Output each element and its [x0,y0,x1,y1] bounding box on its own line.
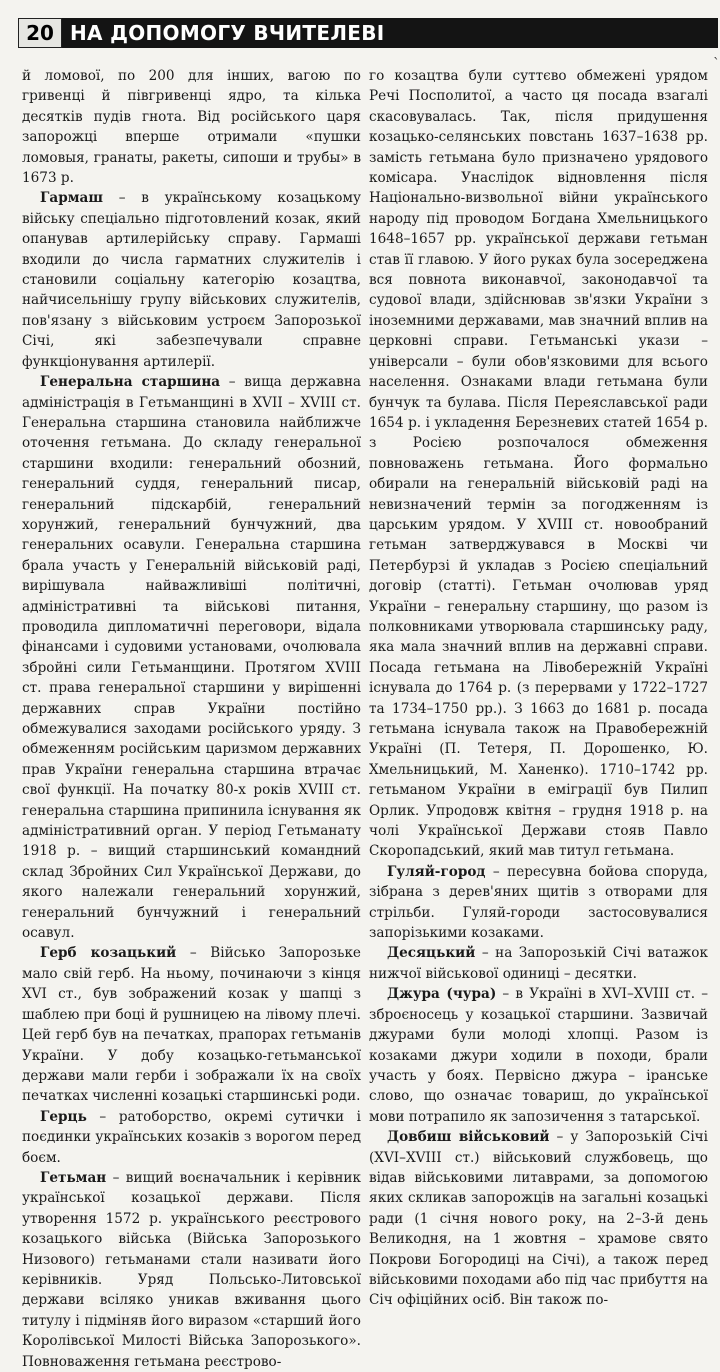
paragraph-text: го козацтва були суттєво обмежені урядом Речі Посполитої, а часто ця посада взагалі скасовувалась. Так, після придушення козацько-селянських повстань 1637–1638 рр. замість гетьмана було призначено урядового комісара. Унаслідок відновлення після Національно-визвольної війни українського народу під проводом Богдана Хмельницького 1648–1657 рр. української держави гетьман став її главою. У його руках була зосереджена вся повнота виконавчої, законодавчої та судової влади, здійснював зв'язки України з іноземними державами, мав значний вплив на церковні справи. Гетьманські укази – універсали – були обов'язковими для всього населення. Ознаками влади гетьмана були бунчук та булава. Після Переяславської ради 1654 р. і укладення Березневих статей 1654 р. з Росією розпочалося обмеження повноважень гетьмана. Його формально обирали на генеральній військовій раді на невизначений термін за погодженням із царським урядом. У XVIII ст. новообраний гетьман затверджувався в Москві чи Петербурзі й укладав з Росією спеціальний договір (статті). Гетьман очолював уряд України – генеральну старшину, що разом із полковниками утворювала старшинську раду, яка мала значний вплив на державні справи. Посада гетьмана на Лівобережній Україні існувала до 1764 р. (з перервами у 1722–1727 та 1734–1750 рр.). З 1663 до 1681 р. посада гетьмана існувала також на Правобережній Україні (П. Тетеря, П. Дорошенко, Ю. Хмельницький, М. Ханенко). 1710–1742 рр. гетьманом України в еміграції був Пилип Орлик. Упродовж квітня – грудня 1918 р. на чолі Української Держави стояв Павло Скоропадський, який мав титул гетьмана. [369,68,708,860]
entry-text: – в українському козацькому війську спеціально підготовлений козак, який опанував артилерійську справу. Гармаші входили до числа гарматних служителів і становили соціальну категорію козацтва, найчисельнішу групу військових служителів, пов'язану з військовим устроєм Запорозької Січі, які забезпечували справне функціонування артилерії. [22,190,361,370]
entry-text: – в Україні в XVI–XVIII ст. – зброєносець у козацької старшини. Зазвичай джурами були молоді хлопці. Разом із козаками джури ходили в походи, брали участь у боях. Первісно джура – іранське слово, що означає товариш, до української мови потрапило як запозичення з татарської. [369,986,709,1125]
left-column [22,66,361,1370]
page-header [18,18,718,48]
entry-text: – Військо Запорозьке мало свій герб. На ньому, починаючи з кінця XVI ст., був зображений козак у шапці з шаблею при боці й рушницею на лівому плечі. Цей герб був на печатках, прапорах гетьманів України. У добу козацько-гетьманської держави мали герби і зображали їх на своїх печатках численні козацькі старшинські роди. [22,945,361,1105]
entry-dzhura [369,984,708,1127]
entry-term: Десяцький [387,945,476,962]
entry-term: Герць [40,1108,87,1125]
margin-mark: ˋ [713,56,720,72]
entry-huliai-horod [369,862,708,944]
entry-dovbysh [369,1127,708,1311]
entry-text: – ратоборство, окремі сутички і поєдинки українських козаків з ворогом перед боєм. [22,1108,361,1166]
entry-desiatskyi [369,943,708,984]
entry-text: – у Запорозькій Січі (XVI–XVIII ст.) військовий службовець, що відав військовими литаврами, за допомогою яких скликав запорожців на загальні козацькі ради (1 січня нового року, на 2–3-й день Великодня, на 1 жовтня – храмове свято Покрови Богородиці на Січі), а також перед військовими походами або під час прибуття на Січ офіційних осіб. Він також по- [369,1129,709,1309]
page-number: 20 [18,18,62,48]
right-column [369,66,709,1309]
entry-text: – вища державна адміністрація в Гетьманщині в XVII – XVIII ст. Генеральна старшина становила найближче оточення гетьмана. До складу генеральної старшини входили: генеральний обозний, генеральний суддя, генеральний писар, генеральний підскарбій, генеральний хорунжий, генеральний бунчужний, два генеральних осавули. Генеральна старшина брала участь у Генеральній військовій раді, вирішувала найважливіші політичні, адміністративні та військові питання, проводила дипломатичні переговори, відала фінансами і судовими установами, очолювала збройні сили Гетьманщини. Протягом XVIII ст. права генеральної старшини у вирішенні державних справ України постійно обмежувалися заходами російського уряду. З обмеженням російським царизмом державних прав України генеральна старшина втрачає свої функції. На початку 80-х років XVIII ст. генеральна старшина припинила існування як адміністративний орган. У період Гетьманату 1918 р. – вищий старшинський командний склад Збройних Сил Української Держави, до якого належали генеральний хорунжий, генеральний бунчужний і генеральний осавул. [22,374,361,942]
paragraph-text: й ломової, по 200 для інших, вагою по гривенці й півгривенці ядро, та кілька десятків пудів гнота. Від російського царя запорожці вперше отримали «пушки ломовыя, гранаты, ракеты, сипоши и трубы» в 1673 р. [22,68,361,187]
entry-term: Джура (чура) [387,986,497,1003]
entry-term: Гуляй-город [387,863,486,880]
entry-term: Гетьман [40,1169,107,1186]
entry-gerts [22,1107,361,1168]
entry-generalna-starshyna [22,372,361,943]
section-title: НА ДОПОМОГУ ВЧИТЕЛЕВІ [62,18,718,48]
entry-text: – на Запорозькій Січі ватажок нижчої військової одиниці – десятки. [369,945,708,982]
entry-text: – вищий воєначальник і керівник української козацької держави. Після утворення 1572 р. українського реєстрового козацького війська (Війська Запорозького Низового) гетьманами стали називати його керівників. Уряд Польсько-Литовської держави всіляко уникав вживання цього титулу і підміняв його виразом «старший його Королівської Милості Війська Запорозького». Повноваження гетьмана реєстрово- [22,1169,361,1370]
entry-hetman [22,1168,361,1372]
entry-term: Гармаш [40,190,103,207]
entry-term: Довбиш військовий [387,1129,550,1146]
paragraph [369,66,708,862]
entry-gerb-kozatskyi [22,943,361,1106]
paragraph [22,66,361,188]
entry-term: Генеральна старшина [40,374,221,391]
entry-text: – пересувна бойова споруда, зібрана з дерев'яних щитів з отворами для стрільби. Гуляй-городи застосовувалися запорізькими козаками. [369,863,708,942]
entry-garmash [22,188,361,372]
entry-term: Герб козацький [40,945,177,962]
